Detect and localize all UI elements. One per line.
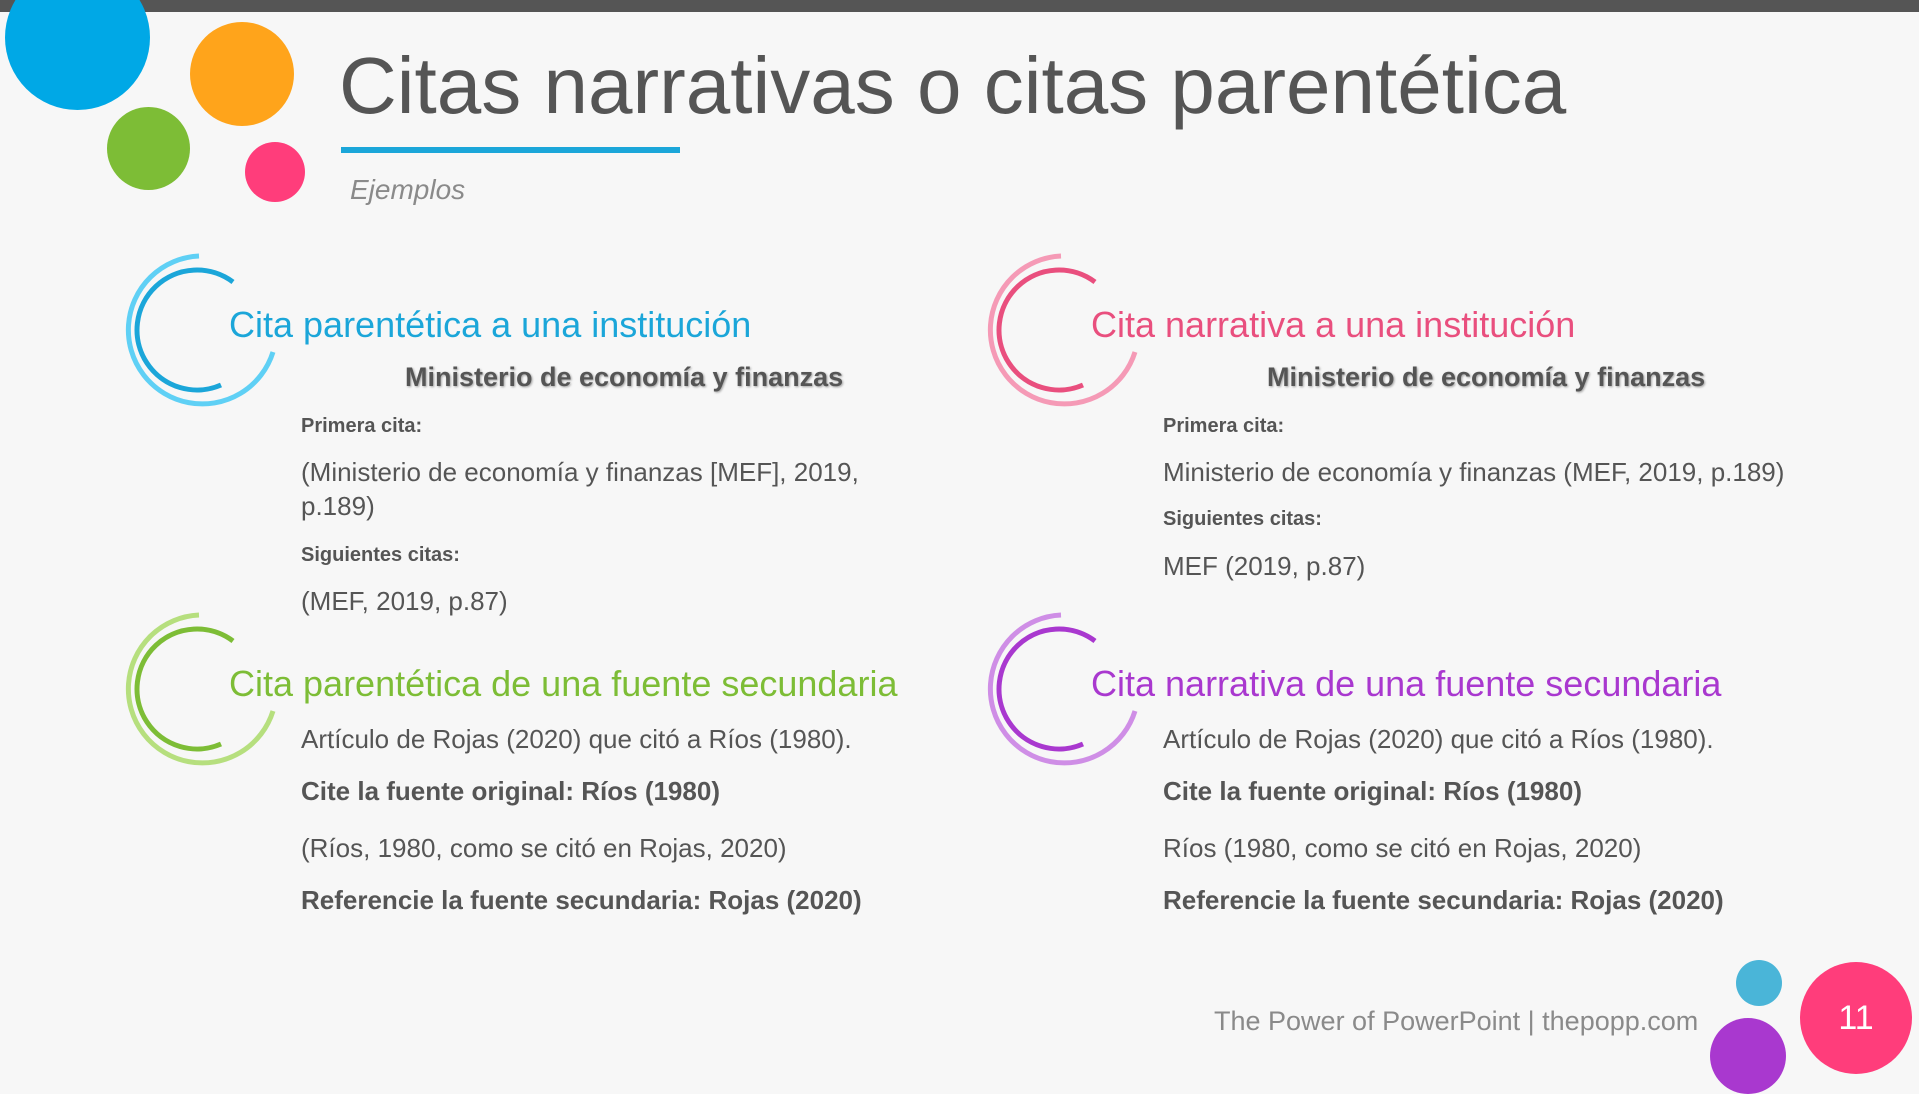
heading-part-2: a una institución [491,304,752,345]
secondary-source-description: Artículo de Rojas (2020) que citó a Ríos (1980). [1163,724,1714,754]
heading-part-2: de una fuente secundaria [491,663,898,704]
heading-part-1: Cita narrativa [1091,663,1306,704]
citation-example: (Ríos, 1980, como se citó en Rojas, 2020) [301,833,787,863]
first-citation-label: Primera cita: [1163,415,1285,437]
slide-title: Citas narrativas o citas parentética [339,41,1567,130]
section-heading-narrative-institution [1091,304,1575,346]
decor-circle-blue [5,0,150,110]
next-citation-label: Siguientes citas: [1163,508,1322,530]
heading-part-1: Cita narrativa [1091,304,1306,345]
top-bar [0,0,1919,12]
cite-original-source: Cite la fuente original: Ríos (1980) [1163,776,1582,806]
first-citation-label: Primera cita: [301,415,423,437]
organization-name: Ministerio de economía y finanzas [1267,362,1706,392]
organization-name: Ministerio de economía y finanzas [405,362,844,392]
next-citation-text: MEF (2019, p.87) [1163,551,1366,581]
heading-part-1: Cita parentética [229,304,482,345]
next-citation-text: (MEF, 2019, p.87) [301,586,508,616]
slide-subtitle: Ejemplos [350,174,466,205]
decor-circle-green [107,107,190,190]
page-number-badge [1800,962,1912,1074]
cite-original-source: Cite la fuente original: Ríos (1980) [301,776,720,806]
citation-example: Ríos (1980, como se citó en Rojas, 2020) [1163,833,1642,863]
reference-secondary-source: Referencie la fuente secundaria: Rojas (2020) [301,885,862,915]
heading-part-1: Cita parentética [229,663,482,704]
decor-circle-orange [190,22,294,126]
section-heading-narrative-secondary [1091,663,1721,705]
secondary-source-description: Artículo de Rojas (2020) que citó a Ríos (1980). [301,724,852,754]
first-citation-text: Ministerio de economía y finanzas (MEF, 2019, p.189) [1163,457,1785,487]
decor-circle-purple [1710,1018,1786,1094]
heading-part-2: de una fuente secundaria [1315,663,1722,704]
section-heading-parenthetical-institution [229,304,751,346]
reference-secondary-source: Referencie la fuente secundaria: Rojas (2020) [1163,885,1724,915]
decor-circle-pink [245,142,305,202]
section-heading-parenthetical-secondary [229,663,897,705]
title-underline [341,147,680,153]
heading-part-2: a una institución [1315,304,1576,345]
next-citation-label: Siguientes citas: [301,544,460,566]
page-number: 11 [1838,998,1874,1037]
first-citation-text: (Ministerio de economía y finanzas [MEF], 2019, p.189) [301,457,859,521]
footer-text: The Power of PowerPoint | thepopp.com [1214,1006,1699,1036]
decor-circle-teal [1736,960,1782,1006]
